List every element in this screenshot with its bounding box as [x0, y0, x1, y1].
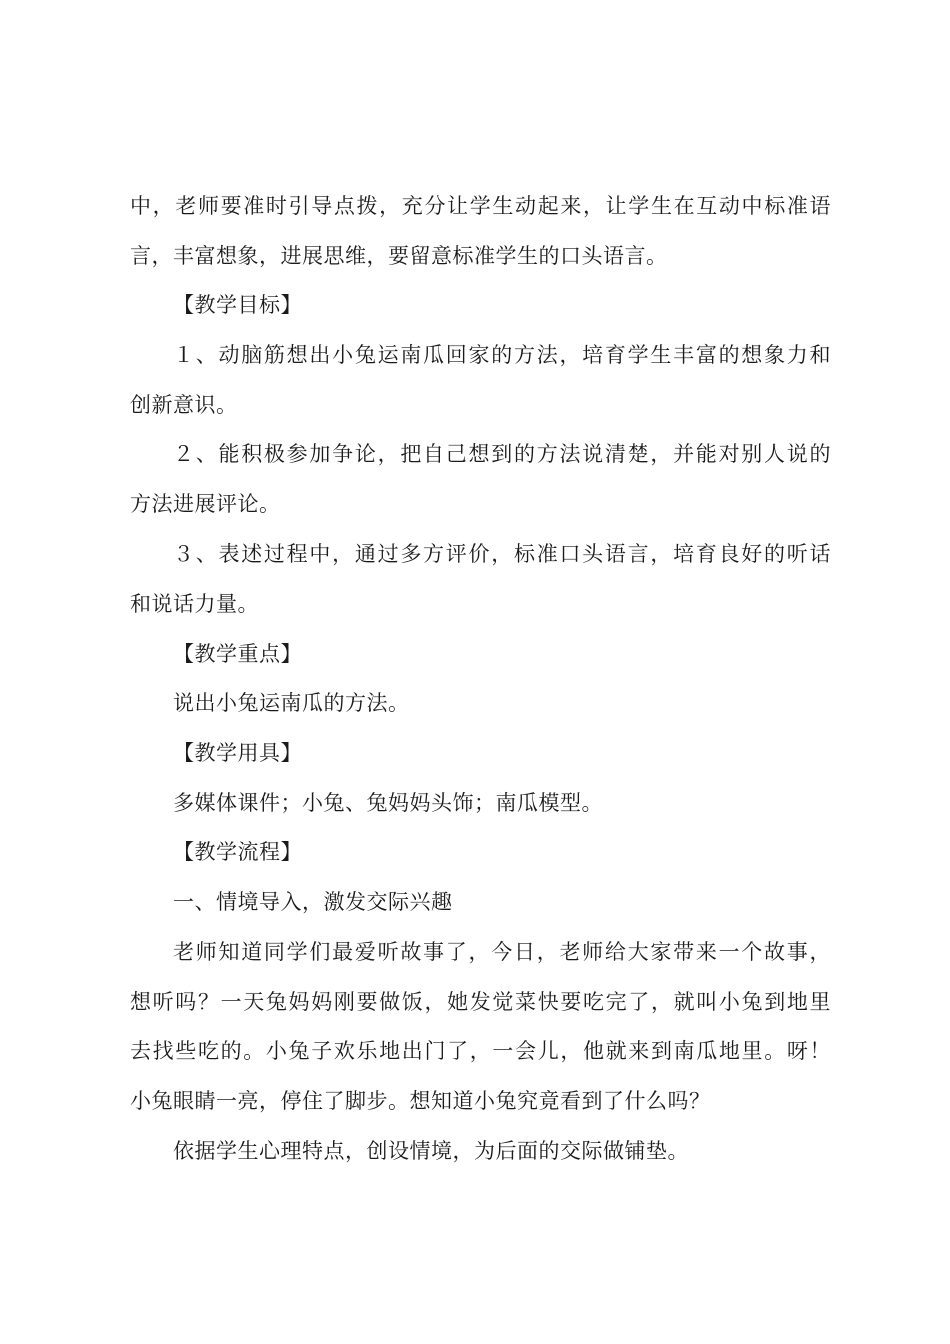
paragraph-line: 依据学生心理特点，创设情境，为后面的交际做铺垫。: [173, 1139, 689, 1163]
section-heading-process: 【教学流程】: [173, 840, 302, 864]
paragraph-line: 想听吗？一天兔妈妈刚要做饭，她发觉菜快要吃完了，就叫小兔到地里: [130, 990, 831, 1014]
objective-item-2: ２、能积极参加争论，把自己想到的方法说清楚，并能对别人说的: [173, 442, 831, 466]
paragraph-line: 老师知道同学们最爱听故事了，今日，老师给大家带来一个故事，: [173, 940, 831, 964]
paragraph-line: 小兔眼睛一亮，停住了脚步。想知道小兔究竟看到了什么吗？: [130, 1089, 711, 1113]
paragraph-line: 创新意识。: [130, 393, 238, 417]
section-heading-objectives: 【教学目标】: [173, 293, 302, 317]
section-heading-materials: 【教学用具】: [173, 741, 302, 765]
paragraph-line: 去找些吃的。小兔子欢乐地出门了，一会儿，他就来到南瓜地里。呀！: [130, 1039, 831, 1063]
paragraph-line: 方法进展评论。: [130, 492, 281, 516]
objective-item-3: ３、表述过程中，通过多方评价，标准口头语言，培育良好的听话: [173, 542, 831, 566]
paragraph-line: 言，丰富想象，进展思维，要留意标准学生的口头语言。: [130, 244, 668, 268]
paragraph-line: 多媒体课件；小兔、兔妈妈头饰；南瓜模型。: [173, 791, 603, 815]
section-heading-key-points: 【教学重点】: [173, 642, 302, 666]
paragraph-line: 说出小兔运南瓜的方法。: [173, 691, 410, 715]
subsection-heading: 一、情境导入，激发交际兴趣: [173, 890, 453, 914]
paragraph-line: 和说话力量。: [130, 592, 259, 616]
objective-item-1: １、动脑筋想出小兔运南瓜回家的方法，培育学生丰富的想象力和: [173, 343, 831, 367]
paragraph-line: 中，老师要准时引导点拨，充分让学生动起来，让学生在互动中标准语: [130, 194, 831, 218]
